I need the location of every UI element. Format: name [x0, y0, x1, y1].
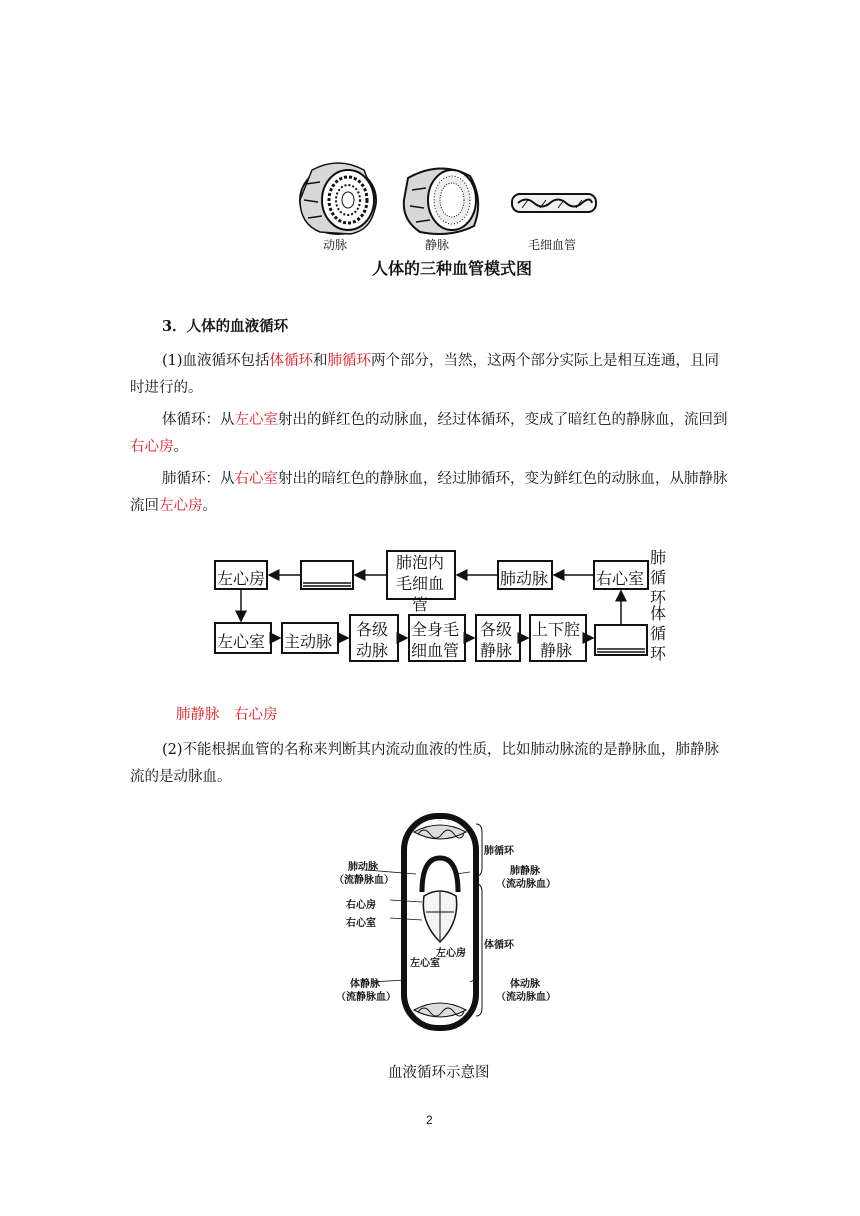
label-systemic-circulation: 体循环: [484, 940, 514, 951]
p2-answer-right-atrium: 右心房: [130, 439, 174, 455]
circulation-figure-caption: 血液循环示意图: [388, 1065, 490, 1081]
flow-box-pulmonary-artery: 肺动脉: [500, 569, 549, 588]
capillary-label: 毛细血管: [528, 238, 577, 252]
flow-side-label-pulmonary: 肺循环: [650, 548, 667, 607]
label-systemic-artery-note: （流动脉血）: [496, 992, 556, 1003]
p2-text-b: 射出的鲜红色的动脉血，经过体循环，变成了暗红色的静脉血，流回到: [278, 412, 728, 428]
p1-text-b: 和: [313, 353, 328, 369]
label-left-atrium: 左心房: [436, 948, 466, 959]
blank-answers: 肺静脉 右心房: [176, 707, 278, 723]
capillary-drawing: [512, 194, 596, 212]
label-pulmonary-artery: 肺动脉: [348, 862, 378, 873]
paragraph-pulmonary: [130, 466, 730, 520]
flow-box-left-ventricle: 左心室: [217, 632, 266, 651]
p1-text-c: 两个部分，当然，这两个部分实际上是相互连通，且同时进行的。: [130, 353, 720, 396]
paragraph-vessel-naming-note: (2)不能根据血管的名称来判断其内流动血液的性质，比如肺动脉流的是静脉血，肺静脉流的是动脉血。: [130, 742, 720, 785]
flow-box-aorta: 主动脉: [284, 632, 333, 651]
p1-answer-pulmonary: 肺循环: [327, 353, 372, 369]
flow-box-left-atrium: 左心房: [217, 569, 266, 588]
label-pulmonary-circulation: 肺循环: [484, 846, 514, 857]
p1-answer-systemic: 体循环: [269, 353, 314, 369]
flow-side-label-systemic: 体循环: [650, 604, 667, 663]
flow-box-vena-cava: 上下腔静脉: [531, 620, 580, 660]
p3-answer-left-atrium: 左心房: [159, 498, 203, 514]
artery-label: 动脉: [323, 238, 348, 252]
label-pulmonary-artery-note: （流静脉血）: [334, 875, 394, 886]
flow-box-arteries: 各级动脉: [355, 620, 388, 660]
p2-text-c: 。: [173, 439, 188, 455]
flow-box-body-capillaries: 全身毛细血管: [410, 620, 459, 660]
artery-drawing: [300, 163, 376, 234]
p3-text-c: 。: [202, 498, 217, 514]
label-right-ventricle: 右心室: [346, 918, 376, 929]
label-right-atrium: 右心房: [346, 900, 376, 911]
p2-answer-left-ventricle: 左心室: [234, 412, 278, 428]
vein-label: 静脉: [425, 238, 450, 252]
label-pulmonary-vein-note: （流动脉血）: [496, 879, 556, 890]
flow-box-right-ventricle: 右心室: [596, 569, 645, 588]
p3-text-a: 肺循环：从: [162, 471, 235, 487]
label-systemic-vein: 体静脉: [350, 979, 380, 990]
p2-text-a: 体循环：从: [162, 412, 235, 428]
paragraph-circulation-parts: [130, 348, 730, 402]
p3-answer-right-ventricle: 右心室: [234, 471, 278, 487]
flow-box-veins: 各级静脉: [479, 620, 512, 660]
p1-text-a: (1)血液循环包括: [162, 353, 270, 369]
label-systemic-artery: 体动脉: [510, 979, 540, 990]
p3-text-b: 射出的暗红色的静脉血，经过肺循环，变为鲜红色的动脉血，从肺静脉流回: [130, 471, 728, 514]
label-left-ventricle: 左心室: [410, 958, 440, 969]
label-systemic-vein-note: （流静脉血）: [336, 992, 396, 1003]
page-number: 2: [426, 1113, 433, 1127]
vessels-figure-caption: 人体的三种血管模式图: [372, 259, 533, 278]
section-heading: 3．人体的血液循环: [162, 318, 289, 335]
label-pulmonary-vein: 肺静脉: [510, 866, 540, 877]
paragraph-systemic: [130, 407, 730, 461]
flow-box-alveolar-capillaries: 肺泡内毛细血管: [395, 553, 444, 614]
vein-drawing: [404, 168, 478, 234]
